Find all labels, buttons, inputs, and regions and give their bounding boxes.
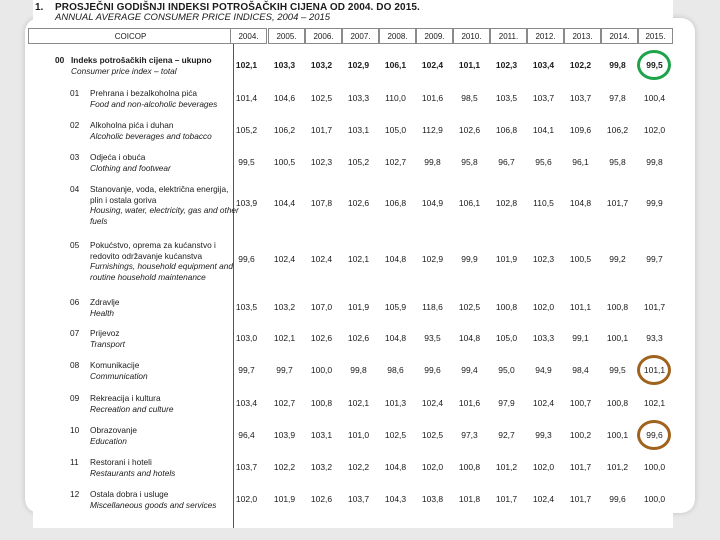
row-label-english: Housing, water, electricity, gas and other fuels [90, 205, 239, 226]
table-cell: 102,5 [421, 430, 444, 440]
table-cell: 99,8 [609, 60, 626, 70]
table-cell: 99,6 [609, 494, 626, 504]
table-cell: 100,5 [273, 157, 296, 167]
table-cell: 103,5 [235, 302, 258, 312]
table-cell: 103,7 [235, 462, 258, 472]
table-cell: 102,2 [273, 462, 296, 472]
row-label-croatian: Komunikacije [90, 360, 140, 370]
table-cell: 102,4 [273, 254, 296, 264]
table-cell: 101,9 [495, 254, 518, 264]
table-cell: 100,8 [458, 462, 481, 472]
table-cell: 104,6 [273, 93, 296, 103]
table-cell: 102,7 [384, 157, 407, 167]
row-label-croatian: Prijevoz [90, 328, 120, 338]
table-cell: 110,5 [533, 198, 554, 208]
table-cell: 102,3 [532, 254, 555, 264]
row-label-croatian: Alkoholna pića i duhan [90, 120, 174, 130]
row-code: 04 [70, 184, 80, 194]
table-cell: 99,3 [535, 430, 552, 440]
table-cell: 103,4 [532, 60, 555, 70]
table-cell: 112,9 [422, 125, 443, 135]
table-cell: 93,5 [424, 333, 441, 343]
document-page [33, 0, 673, 528]
row-label-english: Health [90, 307, 114, 318]
table-cell: 102,1 [273, 333, 296, 343]
table-cell: 93,3 [646, 333, 663, 343]
table-cell: 104,3 [384, 494, 407, 504]
row-label-english: Consumer price index – total [71, 65, 177, 76]
header-year: 2006. [305, 28, 342, 44]
row-code: 03 [70, 152, 80, 162]
table-cell: 104,1 [532, 125, 555, 135]
table-cell: 100,1 [606, 430, 629, 440]
table-cell: 102,4 [532, 494, 555, 504]
row-label-croatian: Stanovanje, voda, električna energija, plin i ostala goriva [90, 184, 229, 205]
row-code: 12 [70, 489, 80, 499]
table-cell: 102,4 [421, 398, 444, 408]
table-cell: 103,8 [421, 494, 444, 504]
table-cell: 106,1 [458, 198, 481, 208]
table-cell: 97,3 [461, 430, 478, 440]
table-cell: 104,8 [569, 198, 592, 208]
table-cell: 103,1 [347, 125, 370, 135]
table-cell: 101,9 [273, 494, 296, 504]
table-cell: 100,8 [495, 302, 518, 312]
table-cell: 101,6 [458, 398, 481, 408]
table-cell: 102,7 [273, 398, 296, 408]
table-cell: 102,6 [310, 333, 333, 343]
table-cell: 99,8 [350, 365, 367, 375]
table-cell: 104,8 [384, 254, 407, 264]
row-label-english: Clothing and footwear [90, 162, 171, 173]
table-cell: 101,8 [458, 494, 481, 504]
row-label-english: Miscellaneous goods and services [90, 499, 217, 510]
table-cell: 103,0 [235, 333, 258, 343]
table-cell: 101,7 [606, 198, 629, 208]
table-cell: 102,6 [458, 125, 481, 135]
row-label-english: Communication [90, 370, 148, 381]
table-cell: 106,1 [384, 60, 407, 70]
table-cell: 101,2 [606, 462, 629, 472]
table-cell: 103,3 [347, 93, 370, 103]
table-cell: 100,7 [569, 398, 592, 408]
table-cell: 106,8 [495, 125, 518, 135]
table-cell: 106,2 [273, 125, 296, 135]
table-cell: 102,1 [235, 60, 258, 70]
row-label-english: Transport [90, 338, 125, 349]
table-cell: 103,7 [532, 93, 555, 103]
table-cell: 99,1 [572, 333, 589, 343]
row-code: 09 [70, 393, 80, 403]
table-cell: 100,0 [310, 365, 333, 375]
header-year: 2008. [379, 28, 416, 44]
row-label-english: Restaurants and hotels [90, 467, 176, 478]
row-label-english: Furnishings, household equipment and routine household maintenance [90, 261, 233, 282]
table-cell: 100,4 [643, 93, 666, 103]
table-cell: 96,4 [238, 430, 255, 440]
row-label-croatian: Rekreacija i kultura [90, 393, 161, 403]
table-cell: 103,3 [532, 333, 555, 343]
table-cell: 97,8 [609, 93, 626, 103]
table-cell: 101,4 [235, 93, 258, 103]
table-cell: 101,7 [569, 494, 592, 504]
table-cell: 102,8 [495, 198, 518, 208]
table-cell: 97,9 [498, 398, 515, 408]
row-label-english: Recreation and culture [90, 403, 174, 414]
table-cell: 99,6 [424, 365, 441, 375]
highlight-circle [637, 355, 671, 385]
table-cell: 103,7 [569, 93, 592, 103]
table-cell: 104,8 [458, 333, 481, 343]
table-cell: 102,9 [421, 254, 444, 264]
table-cell: 98,4 [572, 365, 589, 375]
table-cell: 105,2 [347, 157, 370, 167]
row-code: 00 [55, 55, 65, 65]
table-cell: 101,7 [569, 462, 592, 472]
header-coicop: COICOP [28, 28, 233, 44]
table-cell: 102,3 [310, 157, 333, 167]
table-cell: 101,9 [347, 302, 370, 312]
table-cell: 102,6 [347, 198, 370, 208]
header-year: 2013. [564, 28, 601, 44]
table-cell: 99,7 [646, 254, 663, 264]
header-year: 2014. [601, 28, 638, 44]
table-cell: 96,1 [572, 157, 589, 167]
table-cell: 107,8 [310, 198, 333, 208]
row-label-english: Alcoholic beverages and tobacco [90, 130, 212, 141]
table-cell: 102,0 [532, 302, 555, 312]
highlight-circle [637, 420, 671, 450]
table-cell: 103,7 [347, 494, 370, 504]
row-label-croatian: Restorani i hoteli [90, 457, 152, 467]
table-cell: 103,5 [495, 93, 518, 103]
row-label-croatian: Indeks potrošačkih cijena – ukupno [71, 55, 212, 65]
table-cell: 103,2 [310, 60, 333, 70]
table-cell: 102,0 [421, 462, 444, 472]
row-code: 05 [70, 240, 80, 250]
table-cell: 103,9 [273, 430, 296, 440]
table-cell: 100,2 [569, 430, 592, 440]
table-cell: 102,5 [384, 430, 407, 440]
table-cell: 99,5 [238, 157, 255, 167]
header-year: 2005. [268, 28, 305, 44]
table-cell: 103,9 [235, 198, 258, 208]
table-cell: 107,0 [310, 302, 333, 312]
table-cell: 104,9 [421, 198, 444, 208]
table-cell: 103,3 [273, 60, 296, 70]
header-year: 2012. [527, 28, 564, 44]
table-cell: 102,2 [347, 462, 370, 472]
table-cell: 104,8 [384, 462, 407, 472]
table-cell: 101,1 [569, 302, 592, 312]
table-cell: 99,7 [276, 365, 293, 375]
table-cell: 98,6 [387, 365, 404, 375]
table-cell: 99,4 [461, 365, 478, 375]
table-number: 1. [35, 2, 44, 13]
table-cell: 99,8 [646, 157, 663, 167]
table-cell: 102,3 [495, 60, 518, 70]
table-cell: 103,4 [235, 398, 258, 408]
table-cell: 110,0 [385, 93, 406, 103]
table-cell: 100,5 [569, 254, 592, 264]
table-cell: 99,9 [461, 254, 478, 264]
table-title-croatian: PROSJEČNI GODIŠNJI INDEKSI POTROŠAČKIH CIJENA OD 2004. DO 2015. [55, 2, 420, 13]
header-year: 2010. [453, 28, 490, 44]
row-label-croatian: Odjeća i obuća [90, 152, 146, 162]
table-cell: 94,9 [535, 365, 552, 375]
row-label-english: Education [90, 435, 127, 446]
row-label-croatian: Zdravlje [90, 297, 120, 307]
table-cell: 102,6 [347, 333, 370, 343]
table-cell: 99,9 [646, 198, 663, 208]
table-cell: 99,6 [238, 254, 255, 264]
highlight-circle [637, 50, 671, 80]
row-label-croatian: Obrazovanje [90, 425, 138, 435]
table-cell: 100,8 [606, 302, 629, 312]
table-cell: 102,2 [569, 60, 592, 70]
table-cell: 102,0 [235, 494, 258, 504]
table-cell: 98,5 [461, 93, 478, 103]
table-cell: 99,8 [424, 157, 441, 167]
table-cell: 104,8 [384, 333, 407, 343]
table-cell: 102,4 [310, 254, 333, 264]
table-cell: 101,0 [347, 430, 370, 440]
header-year: 2009. [416, 28, 453, 44]
table-cell: 105,2 [235, 125, 258, 135]
table-cell: 99,2 [609, 254, 626, 264]
table-cell: 109,6 [569, 125, 592, 135]
table-cell: 101,1 [643, 365, 666, 375]
table-cell: 102,6 [310, 494, 333, 504]
column-divider [233, 44, 234, 528]
row-label-croatian: Ostala dobra i usluge [90, 489, 169, 499]
table-cell: 105,9 [384, 302, 407, 312]
table-cell: 95,6 [535, 157, 552, 167]
header-year: 2007. [342, 28, 379, 44]
row-label-english: Food and non-alcoholic beverages [90, 98, 218, 109]
table-cell: 102,1 [347, 254, 370, 264]
table-cell: 101,7 [643, 302, 666, 312]
table-cell: 103,2 [273, 302, 296, 312]
header-year: 2004. [230, 28, 267, 44]
row-label-croatian: Prehrana i bezalkoholna pića [90, 88, 198, 98]
table-cell: 105,0 [495, 333, 518, 343]
table-cell: 101,2 [495, 462, 518, 472]
table-cell: 100,0 [643, 462, 666, 472]
table-cell: 106,2 [606, 125, 629, 135]
table-cell: 102,5 [310, 93, 333, 103]
table-cell: 101,7 [495, 494, 518, 504]
table-cell: 106,8 [384, 198, 407, 208]
table-cell: 102,4 [421, 60, 444, 70]
row-code: 02 [70, 120, 80, 130]
table-cell: 100,8 [310, 398, 333, 408]
row-code: 11 [70, 457, 79, 467]
row-code: 10 [70, 425, 80, 435]
row-code: 01 [70, 88, 80, 98]
table-cell: 102,1 [643, 398, 666, 408]
table-cell: 99,6 [646, 430, 663, 440]
table-cell: 101,6 [421, 93, 444, 103]
row-label-croatian: Pokućstvo, oprema za kućanstvo i redovito održavanje kućanstva [90, 240, 216, 261]
table-cell: 104,4 [273, 198, 296, 208]
table-cell: 102,9 [347, 60, 370, 70]
table-cell: 102,0 [532, 462, 555, 472]
table-cell: 102,4 [532, 398, 555, 408]
table-cell: 95,0 [498, 365, 515, 375]
table-cell: 105,0 [384, 125, 407, 135]
table-title-english: ANNUAL AVERAGE CONSUMER PRICE INDICES, 2004 – 2015 [55, 12, 331, 23]
table-cell: 92,7 [498, 430, 515, 440]
table-cell: 95,8 [609, 157, 626, 167]
table-cell: 99,5 [646, 60, 663, 70]
table-cell: 118,6 [422, 302, 443, 312]
table-cell: 100,8 [606, 398, 629, 408]
row-code: 06 [70, 297, 80, 307]
header-year: 2015. [638, 28, 673, 44]
table-cell: 102,0 [643, 125, 666, 135]
table-cell: 101,7 [310, 125, 333, 135]
table-cell: 100,0 [643, 494, 666, 504]
row-code: 08 [70, 360, 80, 370]
table-cell: 103,1 [310, 430, 333, 440]
table-cell: 96,7 [498, 157, 515, 167]
table-cell: 99,5 [609, 365, 626, 375]
table-cell: 100,1 [606, 333, 629, 343]
table-cell: 101,3 [384, 398, 407, 408]
table-cell: 102,1 [347, 398, 370, 408]
header-year: 2011. [490, 28, 527, 44]
row-code: 07 [70, 328, 80, 338]
table-cell: 99,7 [238, 365, 255, 375]
table-cell: 102,5 [458, 302, 481, 312]
table-cell: 103,2 [310, 462, 333, 472]
table-cell: 101,1 [458, 60, 481, 70]
table-cell: 95,8 [461, 157, 478, 167]
